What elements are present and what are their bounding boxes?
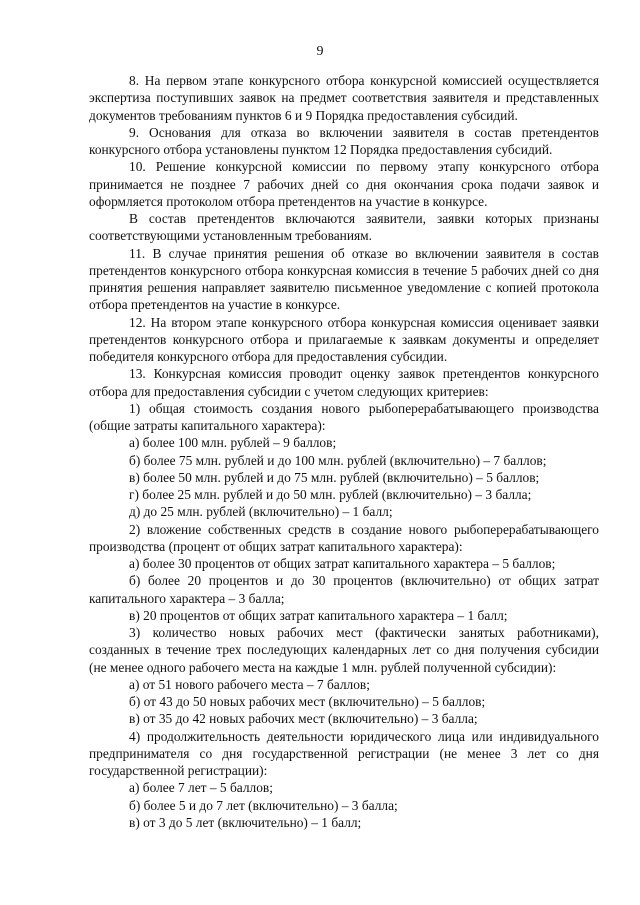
criterion-4-a: а) более 7 лет – 5 баллов; bbox=[129, 780, 273, 796]
paragraph-13: 13. Конкурсная комиссия проводит оценку заявок претендентов конкурсного отбора для предоставления субсидии с учетом следующих критериев: bbox=[89, 366, 599, 399]
paragraph-11: 11. В случае принятия решения об отказе во включении заявителя в состав претендентов конкурсного отбора конкурсная комиссия в течение 5 рабочих дней со дня принятия решения направляет заявителю письменное уведомление с копией протокола отбора претендентов на участие в конкурсе. bbox=[89, 245, 599, 313]
criterion-1: 1) общая стоимость создания нового рыбоперерабатывающего производства (общие затраты капитального характера): bbox=[89, 400, 599, 433]
paragraph-8: 8. На первом этапе конкурсного отбора конкурсной комиссией осуществляется экспертиза поступивших заявок на предмет соответствия заявителя и представленных документов требованиям пунктов 6 и 9 Порядка предоставления субсидий. bbox=[89, 73, 599, 123]
criterion-3: 3) количество новых рабочих мест (фактически занятых работниками), созданных в течение трех последующих календарных лет со дня получения субсидии (не менее одного рабочего места на каждые 1 млн. рублей полученной субсидии): bbox=[89, 625, 599, 675]
paragraph-10: 10. Решение конкурсной комиссии по первому этапу конкурсного отбора принимается не позднее 7 рабочих дней со дня окончания срока подачи заявок и оформляется протоколом отбора претендентов на участие в конкурсе. bbox=[89, 159, 599, 209]
criterion-1-g: г) более 25 млн. рублей и до 50 млн. рублей (включительно) – 3 балла; bbox=[129, 487, 532, 502]
paragraph-10-note: В состав претендентов включаются заявители, заявки которых признаны соответствующими установленным требованиям. bbox=[89, 211, 599, 244]
criterion-4: 4) продолжительность деятельности юридического лица или индивидуального предпринимателя со дня государственной регистрации (не менее 3 лет со дня государственной регистрации): bbox=[89, 728, 599, 778]
criterion-1-b: б) более 75 млн. рублей и до 100 млн. рублей (включительно) – 7 баллов; bbox=[129, 452, 547, 468]
document-body bbox=[89, 72, 599, 831]
criterion-2-a: а) более 30 процентов от общих затрат капитального характера – 5 баллов; bbox=[129, 556, 556, 571]
criterion-4-b: б) более 5 и до 7 лет (включительно) – 3 балла; bbox=[129, 797, 398, 813]
criterion-1-v: в) более 50 млн. рублей и до 75 млн. рублей (включительно) – 5 баллов; bbox=[129, 469, 540, 485]
criterion-2-b: б) более 20 процентов и до 30 процентов (включительно) от общих затрат капитального характера – 3 балла; bbox=[89, 573, 599, 606]
criterion-2: 2) вложение собственных средств в создание нового рыбоперерабатывающего производства (процент от общих затрат капитального характера): bbox=[89, 521, 599, 554]
criterion-3-v: в) от 35 до 42 новых рабочих мест (включительно) – 3 балла; bbox=[129, 711, 478, 727]
page-number: 9 bbox=[316, 44, 324, 59]
criterion-1-d: д) до 25 млн. рублей (включительно) – 1 балл; bbox=[129, 504, 393, 520]
paragraph-9: 9. Основания для отказа во включении заявителя в состав претендентов конкурсного отбора установлены пунктом 12 Порядка предоставления субсидий. bbox=[89, 124, 599, 157]
criterion-3-b: б) от 43 до 50 новых рабочих мест (включительно) – 5 баллов; bbox=[129, 694, 486, 709]
criterion-2-v: в) 20 процентов от общих затрат капитального характера – 1 балл; bbox=[129, 607, 508, 623]
criterion-3-a: а) от 51 нового рабочего места – 7 баллов; bbox=[129, 676, 370, 692]
criterion-1-a: а) более 100 млн. рублей – 9 баллов; bbox=[129, 435, 337, 451]
criterion-4-v: в) от 3 до 5 лет (включительно) – 1 балл; bbox=[129, 814, 362, 830]
paragraph-12: 12. На втором этапе конкурсного отбора конкурсная комиссия оценивает заявки претендентов конкурсного отбора и прилагаемые к заявкам документы и определяет победителя конкурсного отбора для предоставления субсидии. bbox=[89, 314, 599, 364]
